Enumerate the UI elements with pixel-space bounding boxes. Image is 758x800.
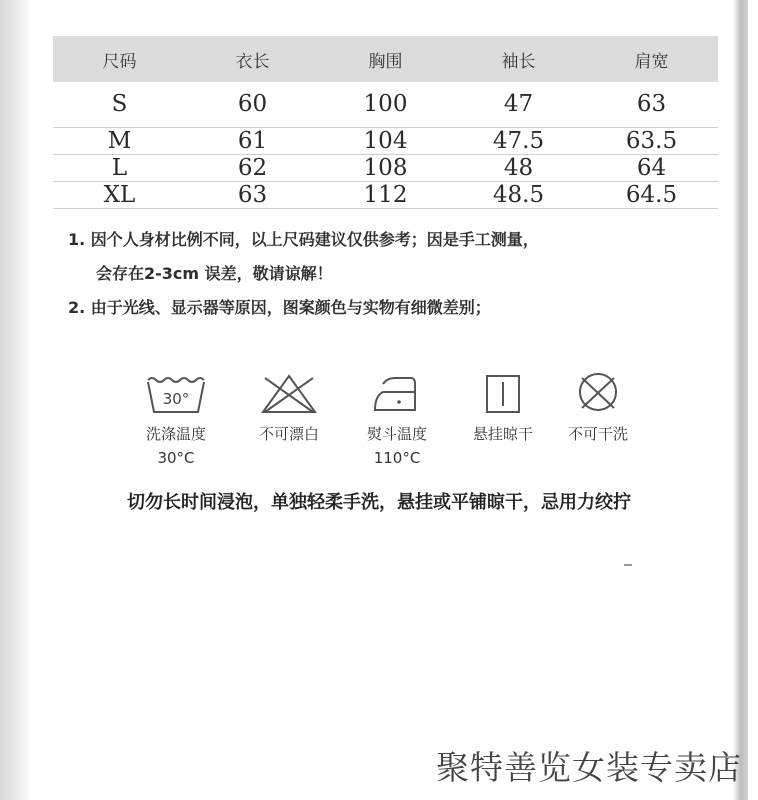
cell-length: 60	[186, 82, 319, 128]
right-margin	[748, 0, 758, 800]
cell-size: L	[53, 155, 186, 182]
no-dry-clean-label: 不可干洗	[567, 425, 628, 443]
cell-bust: 104	[319, 128, 452, 155]
table-row	[53, 128, 718, 155]
image-artifact	[624, 564, 632, 566]
care-item-hang-dry	[458, 372, 548, 446]
hang-dry-label: 悬挂晾干	[472, 425, 533, 443]
note-1-line-1: 1. 因个人身材比例不同，以上尺码建议仅供参考；因是手工测量，	[68, 230, 539, 249]
cell-bust: 100	[319, 82, 452, 128]
table-row	[53, 182, 718, 209]
header-shoulder: 肩宽	[585, 36, 718, 82]
cell-bust: 112	[319, 182, 452, 209]
cell-sleeve: 47.5	[452, 128, 585, 155]
cell-shoulder: 64.5	[585, 182, 718, 209]
cell-sleeve: 47	[452, 82, 585, 128]
cell-shoulder: 63	[585, 82, 718, 128]
table-header-row	[53, 36, 718, 82]
care-item-iron	[352, 372, 442, 470]
svg-text:30°: 30°	[162, 390, 190, 408]
right-shadow-edge	[733, 0, 748, 800]
cell-shoulder: 64	[585, 155, 718, 182]
iron-icon	[365, 372, 429, 416]
no-bleach-label: 不可漂白	[258, 425, 319, 443]
left-shadow-edge	[0, 0, 31, 800]
cell-sleeve: 48	[452, 155, 585, 182]
size-notes	[68, 228, 539, 330]
header-length: 衣长	[186, 36, 319, 82]
iron-label: 熨斗温度	[366, 425, 427, 443]
note-2: 2. 由于光线、显示器等原因，图案颜色与实物有细微差别；	[68, 298, 491, 317]
header-sleeve: 袖长	[452, 36, 585, 82]
cell-shoulder: 63.5	[585, 128, 718, 155]
hang-dry-icon	[471, 372, 535, 416]
table-row	[53, 155, 718, 182]
table-row	[53, 82, 718, 128]
no-dry-clean-icon	[566, 372, 630, 416]
cell-sleeve: 48.5	[452, 182, 585, 209]
cell-size: S	[53, 82, 186, 128]
header-bust: 胸围	[319, 36, 452, 82]
header-size: 尺码	[53, 36, 186, 82]
cell-length: 62	[186, 155, 319, 182]
cell-size: XL	[53, 182, 186, 209]
care-item-wash	[131, 372, 221, 470]
wash-30-icon	[144, 372, 208, 416]
care-item-no-bleach	[244, 372, 334, 446]
care-instruction: 切勿长时间浸泡，单独轻柔手洗，悬挂或平铺晾干，忌用力绞拧	[127, 492, 631, 513]
cell-length: 61	[186, 128, 319, 155]
note-1-line-2: 会存在2-3cm 误差，敬请谅解！	[96, 264, 333, 283]
wash-temperature: 30°C	[157, 449, 195, 467]
cell-size: M	[53, 128, 186, 155]
cell-length: 63	[186, 182, 319, 209]
size-chart-table	[53, 36, 718, 209]
care-item-no-dry-clean	[553, 372, 643, 446]
cell-bust: 108	[319, 155, 452, 182]
wash-label: 洗涤温度	[145, 425, 206, 443]
iron-temperature: 110°C	[373, 449, 421, 467]
no-bleach-icon	[257, 372, 321, 416]
store-watermark: 聚特善览女装专卖店	[436, 748, 742, 787]
